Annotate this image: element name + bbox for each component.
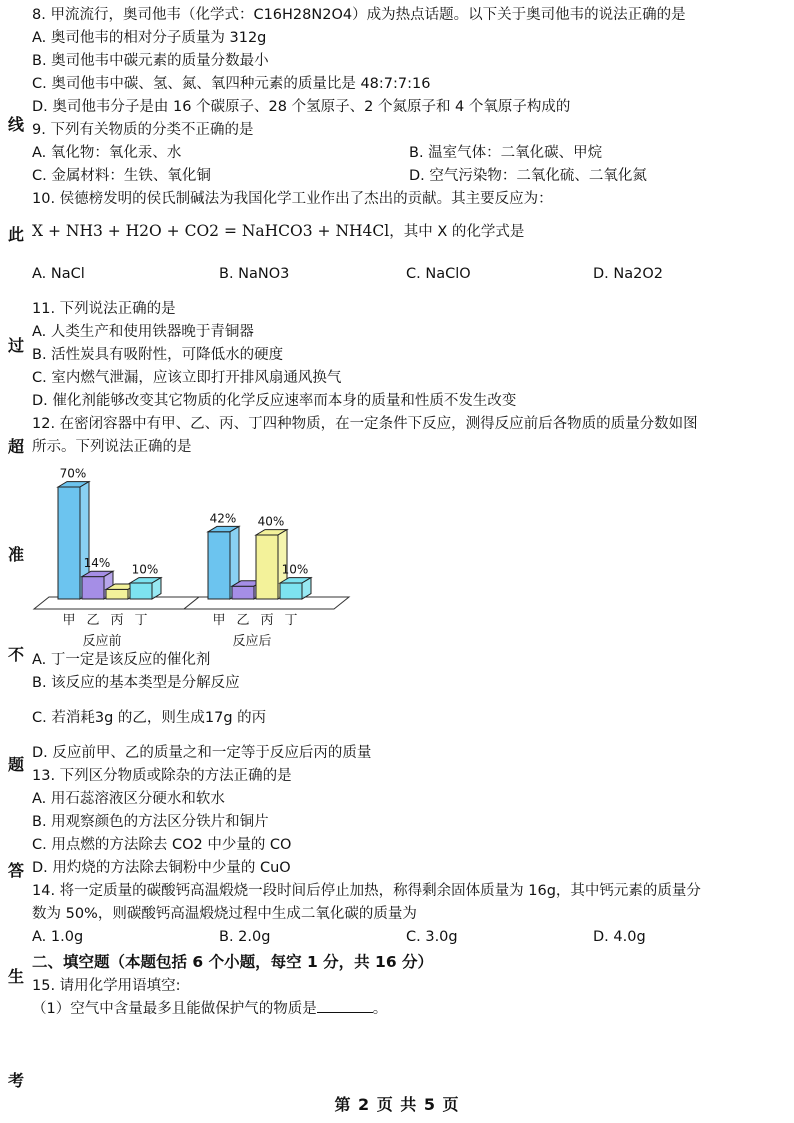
data-label: 40% — [257, 514, 285, 529]
q14-options — [32, 926, 780, 949]
margin-char: 过 — [8, 336, 25, 355]
q10-equation: X + NH3 + H2O + CO2 = NaHCO3 + NH4Cl — [32, 222, 390, 240]
q9-option-d: D. 空气污染物：二氧化硫、二氧化氮 — [409, 168, 647, 184]
q10-equation-line — [32, 211, 780, 251]
margin-char: 题 — [8, 755, 25, 774]
margin-char: 此 — [8, 225, 25, 244]
q14-stem-line1: 14. 将一定质量的碳酸钙高温煅烧一段时间后停止加热，称得剩余固体质量为 16g，其中钙元素的质量分 — [32, 883, 701, 899]
bar-front — [280, 583, 302, 599]
group-label: 反应前 — [82, 634, 122, 649]
q9-stem: 9. 下列有关物质的分类不正确的是 — [32, 122, 254, 138]
margin-char: 考 — [8, 1071, 25, 1090]
q12-option-d: D. 反应前甲、乙的质量之和一定等于反应后丙的质量 — [32, 745, 372, 761]
category-label: 乙 — [86, 613, 100, 628]
q13-option-b: B. 用观察颜色的方法区分铁片和铜片 — [32, 814, 269, 830]
q12-chart — [32, 459, 780, 649]
q10-options — [32, 263, 780, 286]
mass-fraction-chart — [32, 459, 372, 649]
q8-option-d: D. 奥司他韦分子是由 16 个碳原子、28 个氢原子、2 个氮原子和 4 个氧原子构成的 — [32, 99, 571, 115]
q14-option-a: A. 1.0g — [32, 929, 84, 945]
q13-stem: 13. 下列区分物质或除杂的方法正确的是 — [32, 768, 292, 784]
q12-option-c: C. 若消耗3g 的乙，则生成17g 的丙 — [32, 710, 267, 726]
category-label: 乙 — [236, 613, 250, 628]
bar-front — [82, 577, 104, 599]
data-label: 70% — [59, 466, 87, 481]
q8-option-a: A. 奥司他韦的相对分子质量为 312g — [32, 30, 267, 46]
category-label: 丁 — [134, 613, 148, 628]
margin-char: 生 — [8, 967, 25, 986]
q10-option-d: D. Na2O2 — [593, 266, 663, 282]
spacer — [32, 730, 780, 742]
q9-option-c: C. 金属材料：生铁、氧化铜 — [32, 168, 211, 184]
q9-options-row2 — [32, 165, 780, 188]
group-label: 反应后 — [232, 634, 272, 649]
category-label: 甲 — [62, 613, 76, 628]
category-label: 丙 — [110, 613, 124, 628]
q10-option-b: B. NaNO3 — [219, 266, 290, 282]
category-label: 丁 — [284, 613, 298, 628]
q10-equation-tail: ，其中 X 的化学式是 — [389, 224, 525, 240]
q14-option-d: D. 4.0g — [593, 929, 646, 945]
q12-option-a: A. 丁一定是该反应的催化剂 — [32, 652, 211, 668]
margin-char: 线 — [8, 115, 25, 134]
q9-options-row1 — [32, 142, 780, 165]
q11-option-c: C. 室内燃气泄漏，应该立即打开排风扇通风换气 — [32, 370, 342, 386]
q9-option-a: A. 氧化物：氧化汞、水 — [32, 145, 182, 161]
q11-option-d: D. 催化剂能够改变其它物质的化学反应速率而本身的质量和性质不发生改变 — [32, 393, 517, 409]
margin-char: 准 — [8, 545, 25, 564]
q11-stem: 11. 下列说法正确的是 — [32, 301, 176, 317]
answer-blank[interactable] — [317, 998, 373, 1013]
spacer — [32, 695, 780, 707]
spacer — [32, 286, 780, 298]
q14-stem-line2: 数为 50%，则碳酸钙高温煅烧过程中生成二氧化碳的质量为 — [32, 906, 417, 922]
margin-char: 超 — [8, 437, 25, 456]
bar-front — [256, 535, 278, 599]
page-footer: 第 2 页 共 5 页 — [334, 1095, 460, 1114]
data-label: 14% — [83, 556, 111, 571]
data-label: 10% — [131, 562, 159, 577]
q8-stem: 8. 甲流流行，奥司他韦（化学式：C16H28N2O4）成为热点话题。以下关于奥司他韦的说法正确的是 — [32, 7, 686, 23]
q9-option-b: B. 温室气体：二氧化碳、甲烷 — [409, 145, 603, 161]
bar-front — [130, 583, 152, 599]
category-label: 丙 — [260, 613, 274, 628]
q15-stem: 15. 请用化学用语填空: — [32, 978, 181, 994]
q8-option-b: B. 奥司他韦中碳元素的质量分数最小 — [32, 53, 269, 69]
bar-front — [106, 589, 128, 599]
q15-sub1-end: 。 — [372, 1001, 388, 1017]
q12-stem-line1: 12. 在密闭容器中有甲、乙、丙、丁四种物质，在一定条件下反应，测得反应前后各物质的质量分数如图 — [32, 416, 698, 432]
q12-stem-line2: 所示。下列说法正确的是 — [32, 439, 192, 455]
question-sheet — [32, 4, 780, 1021]
q13-option-c: C. 用点燃的方法除去 CO2 中少量的 CO — [32, 837, 292, 853]
q15-sub1 — [32, 998, 780, 1021]
data-label: 42% — [209, 511, 237, 526]
q10-option-c: C. NaClO — [406, 266, 471, 282]
binding-margin — [6, 0, 30, 1123]
margin-char: 答 — [8, 861, 25, 880]
q14-option-b: B. 2.0g — [219, 929, 271, 945]
margin-char: 不 — [8, 645, 25, 664]
bar-front — [208, 532, 230, 599]
q15-sub1-text: （1）空气中含量最多且能做保护气的物质是 — [32, 1001, 317, 1017]
q8-option-c: C. 奥司他韦中碳、氢、氮、氧四种元素的质量比是 48:7:7:16 — [32, 76, 431, 92]
section-2-heading: 二、填空题（本题包括 6 个小题，每空 1 分，共 16 分） — [32, 953, 434, 971]
q11-option-a: A. 人类生产和使用铁器晚于青铜器 — [32, 324, 254, 340]
q14-option-c: C. 3.0g — [406, 929, 458, 945]
q10-option-a: A. NaCl — [32, 266, 85, 282]
spacer — [32, 251, 780, 263]
data-label: 10% — [281, 562, 309, 577]
q13-option-a: A. 用石蕊溶液区分硬水和软水 — [32, 791, 225, 807]
category-label: 甲 — [212, 613, 226, 628]
q13-option-d: D. 用灼烧的方法除去铜粉中少量的 CuO — [32, 860, 291, 876]
bar-front — [232, 586, 254, 599]
bar-front — [58, 487, 80, 599]
q10-stem: 10. 侯德榜发明的侯氏制碱法为我国化学工业作出了杰出的贡献。其主要反应为： — [32, 191, 553, 207]
q12-option-b: B. 该反应的基本类型是分解反应 — [32, 675, 240, 691]
q11-option-b: B. 活性炭具有吸附性，可降低水的硬度 — [32, 347, 284, 363]
